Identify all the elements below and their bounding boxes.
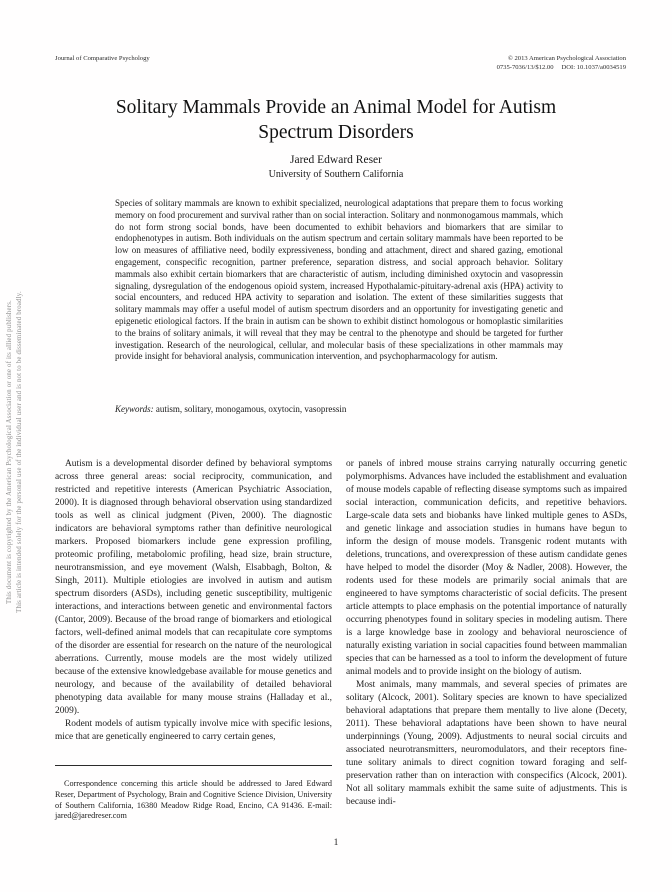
page-number: 1 [333,838,339,848]
journal-name: Journal of Comparative Psychology [55,55,150,62]
copyright-strip-line-1: This document is copyrighted by the American Psychological Association or one of its allied publishers. [6,300,13,604]
copyright-block [497,55,626,72]
keywords-label: Keywords: [115,404,154,414]
body-paragraph: Most animals, many mammals, and several species of primates are solitary (Alcock, 2001). Solitary species are known to have specialized behavioral adaptations that prepare them mentally to live alone (Decety, 2011). These behavioral adaptations have been shown to have neural underpinnings (Young, 2009). Adjustments to neural social circuits and associated neurotransmitters, neuromodulators, and their receptors fine-tune solitary animals to direct cognition toward foraging and self-preservation rather than on interaction with conspecifics (Alcock, 2001). Not all solitary mammals exhibit the same suite of adjustments. This is because indi- [346,680,627,807]
body-paragraph: Rodent models of autism typically involve mice with specific lesions, mice that are genetically engineered to carry certain genes, [55,719,332,742]
issn-text: 0735-7036/13/$12.00 [496,63,554,71]
keywords-line [115,404,563,414]
rotated-copyright-strip [5,192,24,712]
body-paragraph: or panels of inbred mouse strains carrying naturally occurring genetic polymorphisms. Advances have included the establishment and evaluation of mouse models capable of reflecting disease symptoms such as impaired social interaction, communication deficits, and repetitive behaviors. Large-scale data sets and biobanks have linked multiple genes to ASDs, and genetic linkage and association studies in humans have begun to inform the design of mouse models. Transgenic rodent mutants with deletions, truncations, and overexpression of these autism candidate genes have helped to model the disorder (Moy & Nadler, 2008). However, the rodents used for these models are primarily social animals that are engineered to have symptoms characteristic of social deficits. The present article attempts to place emphasis on the potential importance of naturally occurring phenotypes found in solitary species in modeling autism. There is a large knowledge base in zoology and behavioral neuroscience of naturally existing variation in social capacities found between mammalian species that can be harnessed as a tool to inform the development of future animal models and to provide insight on the biology of autism. [346,459,627,677]
article-title-line-2: Spectrum Disorders [258,122,414,143]
author-affiliation: University of Southern California [268,169,404,180]
body-paragraph: Autism is a developmental disorder defined by behavioral symptoms across three general areas: social reciprocity, communication, and restricted and repetitive interests (American Psychiatric Association, 2000). It is diagnosed through behavioral observation using standardized tools as well as clinical judgment (Piven, 2000). The diagnostic indicators are behavioral symptoms rather than definitive neurological markers. Proposed biomarkers include gene expression profiling, proteomic profiling, metabolomic profiling, head size, brain structure, neurotransmission, and eye movement (Walsh, Elsabbagh, Bolton, & Singh, 2011). Multiple etiologies are involved in autism and autism spectrum disorders (ASDs), including genetic susceptibility, multigenic interactions, and interactions between genetic and environmental factors (Cantor, 2009). Because of the broad range of biomarkers and etiological factors, well-defined animal models that can recapitulate core symptoms of the disorder are essential for research on the nature of the neurological aberrations. Currently, mouse models are the most widely utilized because of the extensive knowledgebase available for mouse genetics and neurology, and because of the availability of detailed behavioral phenotyping data available for many mouse strains (Halladay et al., 2009). [55,459,332,716]
copyright-strip-line-2: This article is intended solely for the personal use of the individual user and is not to be disseminated broadly. [15,291,23,613]
doi-text: DOI: 10.1037/a0034519 [561,63,626,71]
article-title-line-1: Solitary Mammals Provide an Animal Model for Autism [115,97,557,118]
issn-doi-line [497,64,626,73]
author-name: Jared Edward Reser [290,154,382,166]
abstract-text: Species of solitary mammals are known to exhibit specialized, neurological adaptations that prepare them to focus working memory on food procurement and survival rather than on social interaction. Solitary and nonmonogamous mammals, which do not form strong social bonds, have been documented to exhibit behaviors and biomarkers that are similar to endophenotypes in autism. Both individuals on the autism spectrum and certain solitary mammals have been reported to be low on measures of affiliative need, bodily expressiveness, bonding and attachment, direct and shared gazing, emotional engagement, conspecific recognition, partner preference, separation distress, and social approach behavior. Solitary mammals also exhibit certain biomarkers that are characteristic of autism, including diminished oxytocin and vasopressin signaling, dysregulation of the endogenous opioid system, increased Hypothalamic-pituitary-adrenal axis (HPA) activity to social encounters, and reduced HPA activity to separation and isolation. The extent of these similarities suggests that solitary mammals may offer a useful model of autism spectrum disorders and an opportunity for investigating genetic and epigenetic etiological factors. If the brain in autism can be shown to exhibit distinct homologous or homoplastic similarities to the brains of solitary animals, it will reveal that they may be central to the phenotype and should be targeted for further investigation. Research of the neurological, cellular, and molecular basis of these specializations in other mammals may provide insight for behavioral analysis, communication intervention, and psychopharmacology for autism. [115,198,563,362]
footnote-divider [55,765,332,766]
keywords-list: autism, solitary, monogamous, oxytocin, vasopressin [153,404,347,414]
body-column-left [55,458,332,754]
copyright-line: © 2013 American Psychological Association [507,55,626,62]
page-header [55,55,626,72]
correspondence-note: Correspondence concerning this article should be addressed to Jared Edward Reser, Department of Psychology, Brain and Cognitive Science Division, University of Southern California, 16380 Meadow Ridge Road, Encino, CA 91436. E-mail: jared@jaredreser.com [55,779,332,821]
body-column-right [346,458,627,848]
article-title [0,95,672,145]
